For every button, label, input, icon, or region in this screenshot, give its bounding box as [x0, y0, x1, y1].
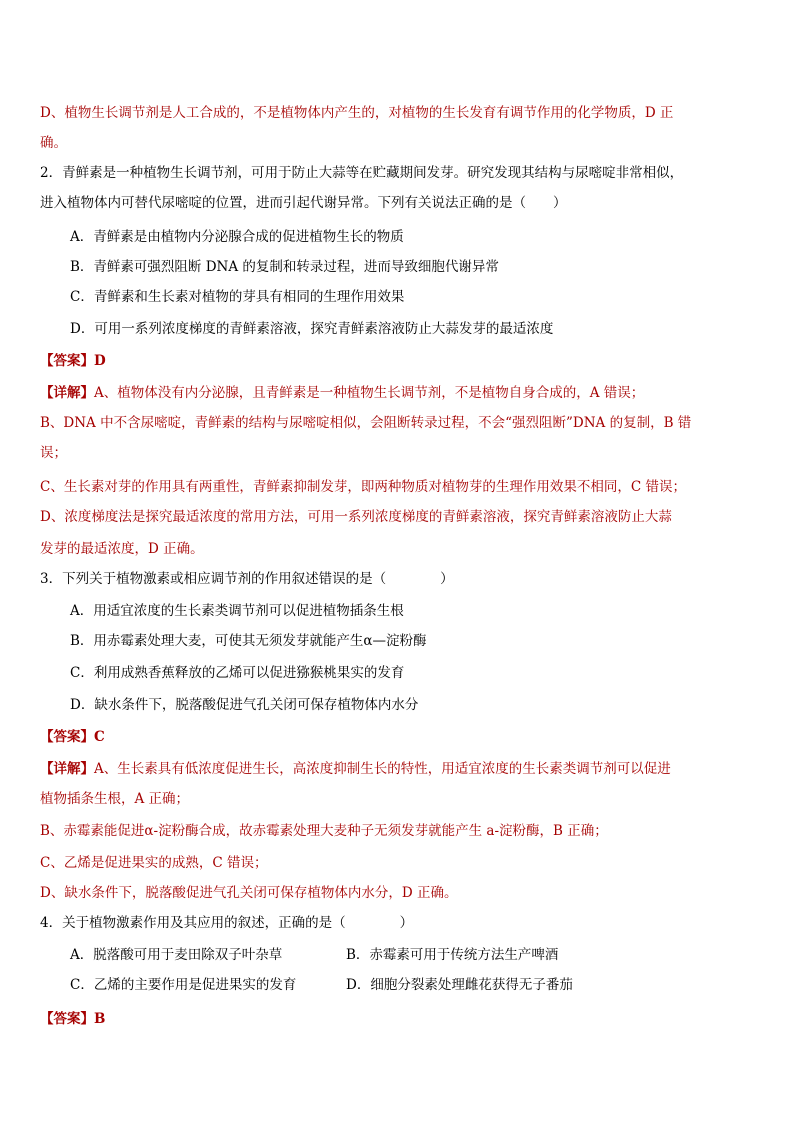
detail-tag: 【详解】	[40, 761, 94, 777]
question-4-stem: 4．关于植物激素作用及其应用的叙述，正确的是（ ）	[40, 915, 414, 931]
question-3-detail-line-5: D、缺水条件下，脱落酸促进气孔关闭可保存植物体内水分，D 正确。	[40, 885, 458, 901]
question-4-option-a: A．脱落酸可用于麦田除双子叶杂草	[70, 947, 283, 963]
question-2-option-c: C．青鲜素和生长素对植物的芽具有相同的生理作用效果	[70, 289, 405, 305]
detail-tag: 【详解】	[40, 385, 94, 401]
detail-text: A、植物体没有内分泌腺，且青鲜素是一种植物生长调节剂，不是植物自身合成的，A 错误；	[94, 385, 645, 401]
question-3-option-b: B．用赤霉素处理大麦，可使其无须发芽就能产生α—淀粉酶	[70, 633, 427, 649]
question-4-option-c: C．乙烯的主要作用是促进果实的发育	[70, 977, 297, 993]
question-3-detail-line-1	[40, 760, 671, 778]
answer-tag: 【答案】	[40, 353, 94, 369]
question-2-option-b: B．青鲜素可强烈阻断 DNA 的复制和转录过程，进而导致细胞代谢异常	[70, 259, 499, 275]
question-3-option-a: A．用适宜浓度的生长素类调节剂可以促进植物插条生根	[70, 603, 404, 619]
question-3-stem: 3．下列关于植物激素或相应调节剂的作用叙述错误的是（ ）	[40, 571, 454, 587]
question-2-stem-line-1: 2．青鲜素是一种植物生长调节剂，可用于防止大蒜等在贮藏期间发芽。研究发现其结构与尿嘧啶非常相似，	[40, 165, 684, 181]
detail-text: A、生长素具有低浓度促进生长，高浓度抑制生长的特性，用适宜浓度的生长素类调节剂可以促进	[94, 761, 671, 777]
question-2-detail-line-6: 发芽的最适浓度，D 正确。	[40, 541, 204, 557]
question-4-answer	[40, 1010, 105, 1028]
answer-value: D	[94, 353, 106, 369]
answer-tag: 【答案】	[40, 1011, 94, 1027]
question-4-option-b: B．赤霉素可用于传统方法生产啤酒	[346, 947, 559, 963]
answer-tag: 【答案】	[40, 729, 94, 745]
prev-detail-line: D、植物生长调节剂是人工合成的，不是植物体内产生的，对植物的生长发育有调节作用的化学物质，D 正	[40, 105, 674, 121]
question-2-detail-line-4: C、生长素对芽的作用具有两重性，青鲜素抑制发芽，即两种物质对植物芽的生理作用效果不相同，C 错误；	[40, 479, 686, 495]
question-2-detail-line-3: 误；	[40, 445, 67, 461]
prev-detail-line-end: 确。	[40, 135, 67, 151]
question-2-detail-line-2: B、DNA 中不含尿嘧啶，青鲜素的结构与尿嘧啶相似，会阻断转录过程，不会“强烈阻断”DNA 的复制，B 错	[40, 415, 692, 431]
question-2-detail-line-5: D、浓度梯度法是探究最适浓度的常用方法，可用一系列浓度梯度的青鲜素溶液，探究青鲜素溶液防止大蒜	[40, 509, 672, 525]
question-3-detail-line-2: 植物插条生根，A 正确；	[40, 791, 190, 807]
question-3-detail-line-3: B、赤霉素能促进α-淀粉酶合成，故赤霉素处理大麦种子无须发芽就能产生 a-淀粉酶，B 正确；	[40, 823, 608, 839]
question-2-stem-line-2: 进入植物体内可替代尿嘧啶的位置，进而引起代谢异常。下列有关说法正确的是（ ）	[40, 195, 567, 211]
question-2-detail-line-1	[40, 384, 644, 402]
question-4-option-d: D．细胞分裂素处理雌花获得无子番茄	[346, 977, 573, 993]
answer-value: C	[94, 729, 105, 745]
answer-value: B	[94, 1011, 106, 1027]
question-3-answer	[40, 728, 105, 746]
question-2-answer	[40, 352, 106, 370]
question-3-detail-line-4: C、乙烯是促进果实的成熟，C 错误；	[40, 855, 268, 871]
question-3-option-c: C．利用成熟香蕉释放的乙烯可以促进猕猴桃果实的发育	[70, 665, 405, 681]
question-3-option-d: D．缺水条件下，脱落酸促进气孔关闭可保存植物体内水分	[70, 697, 419, 713]
question-2-option-d: D．可用一系列浓度梯度的青鲜素溶液，探究青鲜素溶液防止大蒜发芽的最适浓度	[70, 321, 554, 337]
question-2-option-a: A．青鲜素是由植物内分泌腺合成的促进植物生长的物质	[70, 229, 404, 245]
